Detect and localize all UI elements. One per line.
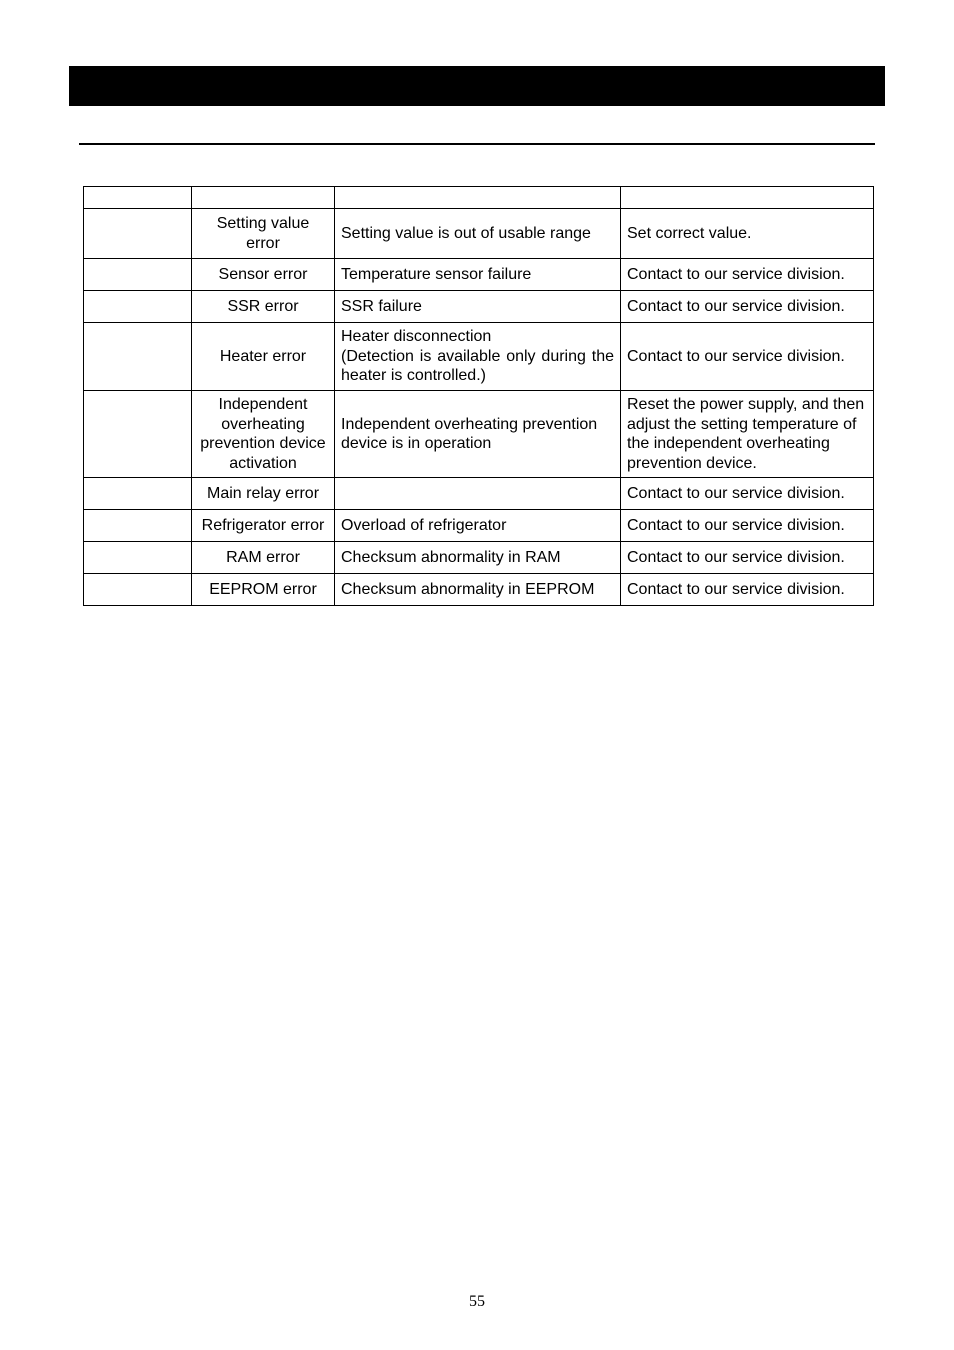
error-code-cell (84, 209, 192, 259)
table-row (84, 259, 874, 291)
error-remedy-cell: Contact to our service division. (621, 542, 874, 574)
error-description-cell: Overload of refrigerator (335, 510, 621, 542)
error-name-cell: Refrigerator error (192, 510, 335, 542)
error-code-cell (84, 259, 192, 291)
error-description-cell (335, 478, 621, 510)
error-code-table (83, 186, 874, 606)
error-description-cell: Checksum abnormality in EEPROM (335, 574, 621, 606)
table-header-row (84, 187, 874, 209)
error-remedy-cell: Contact to our service division. (621, 574, 874, 606)
error-name-cell: SSR error (192, 291, 335, 323)
error-name-cell: Sensor error (192, 259, 335, 291)
error-description-cell: Independent overheating prevention device is in operation (335, 391, 621, 478)
error-description-cell: SSR failure (335, 291, 621, 323)
header-cell (335, 187, 621, 209)
error-code-cell (84, 391, 192, 478)
error-description-cell: Setting value is out of usable range (335, 209, 621, 259)
error-code-cell (84, 542, 192, 574)
table-row (84, 291, 874, 323)
error-name-cell: Setting value error (192, 209, 335, 259)
table-row (84, 542, 874, 574)
error-description-cell: Checksum abnormality in RAM (335, 542, 621, 574)
table-row (84, 209, 874, 259)
error-name-cell: Independent overheating prevention device activation (192, 391, 335, 478)
header-banner (69, 66, 885, 106)
error-remedy-cell: Contact to our service division. (621, 291, 874, 323)
table-row (84, 391, 874, 478)
error-name-cell: RAM error (192, 542, 335, 574)
header-cell (84, 187, 192, 209)
error-code-cell (84, 478, 192, 510)
error-remedy-cell: Contact to our service division. (621, 259, 874, 291)
error-description-cell: Temperature sensor failure (335, 259, 621, 291)
error-name-cell: Main relay error (192, 478, 335, 510)
error-remedy-cell: Contact to our service division. (621, 510, 874, 542)
error-remedy-cell: Set correct value. (621, 209, 874, 259)
page-number: 55 (469, 1293, 485, 1310)
header-cell (192, 187, 335, 209)
error-code-cell (84, 574, 192, 606)
section-divider (79, 143, 875, 145)
error-remedy-cell: Reset the power supply, and then adjust the setting temperature of the independent overheating prevention device. (621, 391, 874, 478)
error-code-cell (84, 291, 192, 323)
error-remedy-cell: Contact to our service division. (621, 478, 874, 510)
error-name-cell: EEPROM error (192, 574, 335, 606)
table-row (84, 478, 874, 510)
description-line: (Detection is available only during the heater is controlled.) (341, 347, 614, 385)
error-description-cell (335, 323, 621, 391)
header-cell (621, 187, 874, 209)
error-code-cell (84, 510, 192, 542)
table-row (84, 510, 874, 542)
error-code-cell (84, 323, 192, 391)
table-row (84, 574, 874, 606)
description-line: Heater disconnection (341, 328, 492, 346)
error-name-cell: Heater error (192, 323, 335, 391)
table-row (84, 323, 874, 391)
error-remedy-cell: Contact to our service division. (621, 323, 874, 391)
